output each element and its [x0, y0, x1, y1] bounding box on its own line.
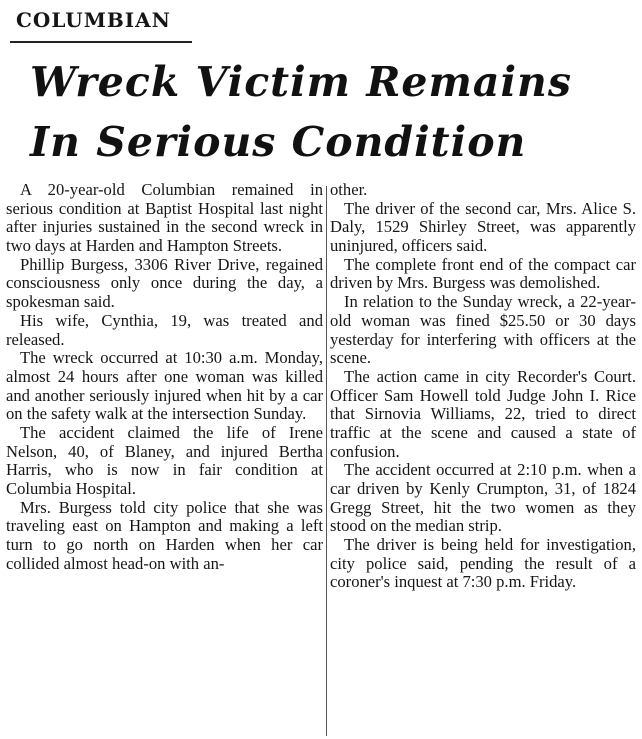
- kicker-label: COLUMBIAN: [16, 8, 171, 32]
- paragraph: The accident claimed the life of Irene Nelson, 40, of Blaney, and injured Bertha Harris, who is now in fair condition at Columbia Hospital.: [6, 422, 323, 498]
- column-divider: [326, 186, 327, 736]
- paragraph: A 20-year-old Columbian remained in serious condition at Baptist Hospital last night after injuries sustained in the second wreck in two days at Harden and Hampton Streets.: [6, 180, 323, 256]
- paragraph: In relation to the Sunday wreck, a 22-year-old woman was fined $25.50 or 30 days yesterday for interfering with officers at the scene.: [330, 292, 636, 368]
- headline: [30, 52, 630, 172]
- section-kicker: [10, 7, 192, 43]
- paragraph: The accident occurred at 2:10 p.m. when a car driven by Kenly Crumpton, 31, of 1824 Gregg Street, hit the two women as they stood on the median strip.: [330, 460, 636, 536]
- paragraph: other.: [330, 180, 368, 199]
- paragraph: Phillip Burgess, 3306 River Drive, regained consciousness only once during the day, a spokesman said.: [6, 254, 323, 312]
- headline-line-1: Wreck Victim Remains: [30, 58, 572, 106]
- paragraph: The complete front end of the compact car driven by Mrs. Burgess was demolished.: [330, 254, 636, 293]
- headline-line-2: In Serious Condition: [30, 118, 527, 166]
- paragraph: The driver of the second car, Mrs. Alice S. Daly, 1529 Shirley Street, was apparently uninjured, officers said.: [330, 198, 636, 256]
- paragraph: The driver is being held for investigation, city police said, pending the result of a coroner's inquest at 7:30 p.m. Friday.: [330, 535, 636, 592]
- paragraph: His wife, Cynthia, 19, was treated and released.: [6, 310, 323, 349]
- paragraph: The wreck occurred at 10:30 a.m. Monday, almost 24 hours after one woman was killed and another seriously injured when hit by a car on the safety walk at the intersection Sunday.: [6, 348, 323, 424]
- paragraph: The action came in city Recorder's Court. Officer Sam Howell told Judge John I. Rice that Sirnovia Williams, 22, tried to direct traffic at the scene and caused a state of confusion.: [330, 366, 636, 461]
- article-column-right: [330, 181, 636, 592]
- article-column-left: [6, 181, 323, 573]
- paragraph: Mrs. Burgess told city police that she was traveling east on Hampton and making a left turn to go north on Harden when her car collided almost head-on with an-: [6, 497, 323, 573]
